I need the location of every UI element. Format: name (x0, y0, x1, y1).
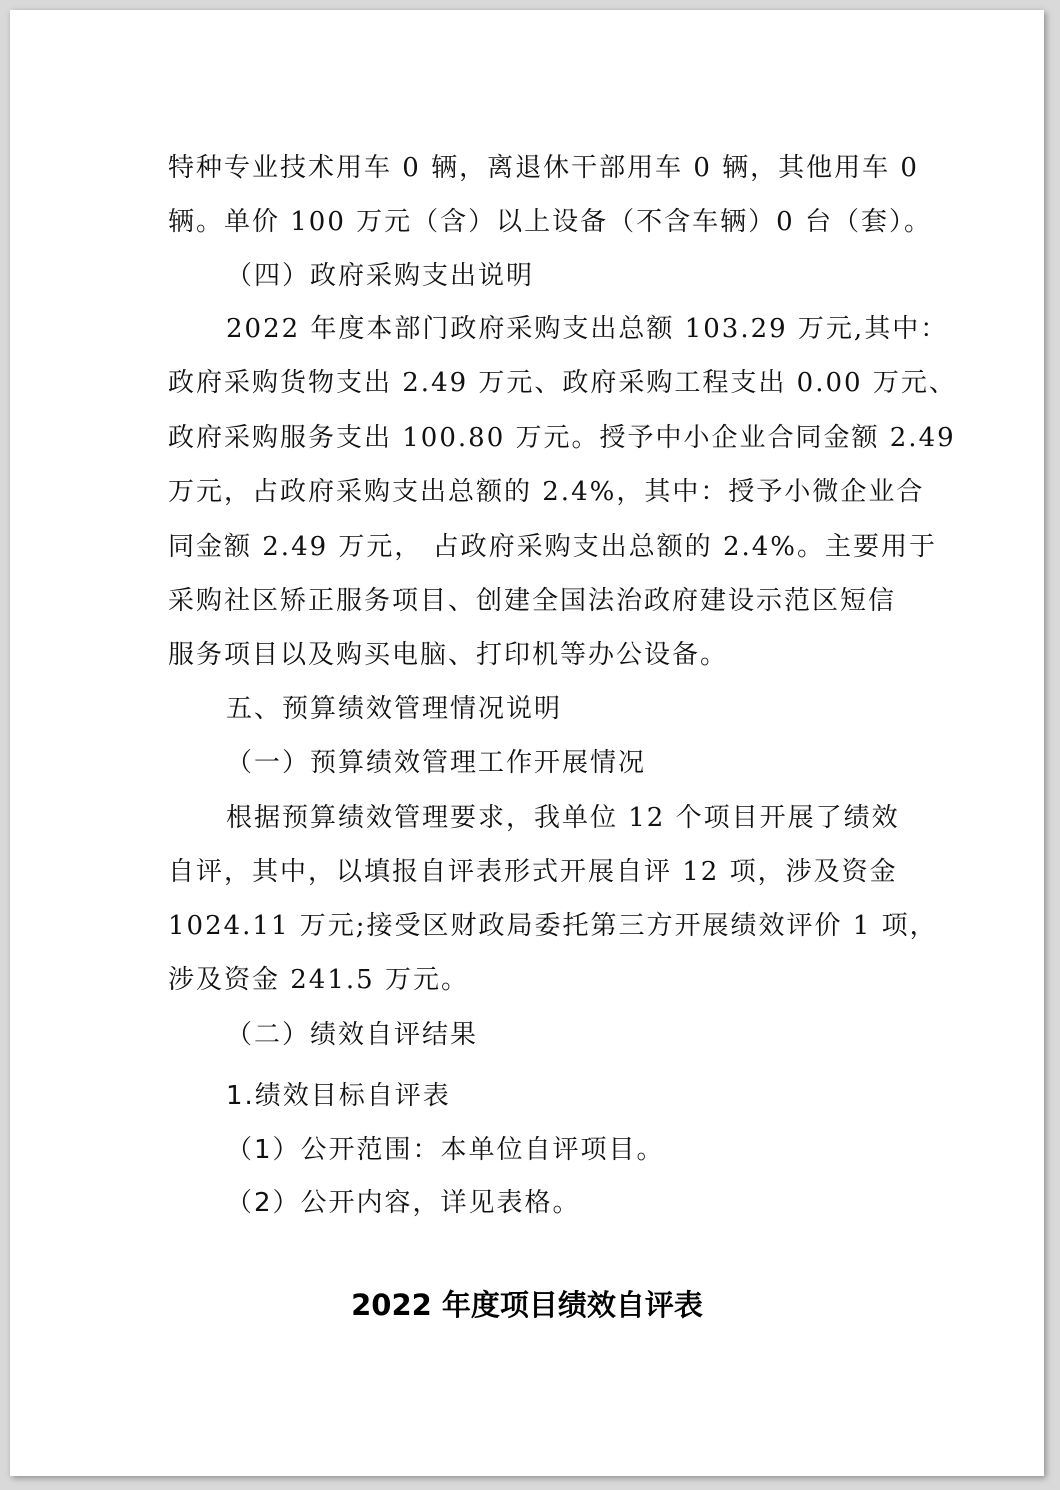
text-line: 同金额 2.49 万元， 占政府采购支出总额的 2.4%。主要用于 (168, 532, 938, 562)
text-line: 政府采购服务支出 100.80 万元。授予中小企业合同金额 2.49 (168, 423, 956, 453)
text-line: 辆。单价 100 万元（含）以上设备（不含车辆）0 台（套）。 (168, 207, 932, 237)
text-line: 2022 年度本部门政府采购支出总额 103.29 万元,其中： (226, 314, 949, 344)
section-heading: 五、预算绩效管理情况说明 (226, 694, 563, 724)
text-line: 服务项目以及购买电脑、打印机等办公设备。 (168, 640, 729, 670)
list-item: （2）公开内容，详见表格。 (226, 1188, 581, 1218)
document-page (10, 10, 1044, 1476)
section-heading: （二）绩效自评结果 (226, 1020, 479, 1050)
text-line: 涉及资金 241.5 万元。 (168, 965, 469, 995)
text-line: 自评，其中，以填报自评表形式开展自评 12 项，涉及资金 (168, 857, 898, 887)
list-item: （1）公开范围：本单位自评项目。 (226, 1135, 665, 1165)
text-line: 特种专业技术用车 0 辆，离退休干部用车 0 辆，其他用车 0 (168, 153, 919, 183)
text-line: 万元，占政府采购支出总额的 2.4%，其中：授予小微企业合 (168, 477, 925, 507)
text-line: 采购社区矫正服务项目、创建全国法治政府建设示范区短信 (168, 586, 897, 616)
text-line: 1024.11 万元;接受区财政局委托第三方开展绩效评价 1 项， (168, 911, 938, 941)
section-heading: （一）预算绩效管理工作开展情况 (226, 748, 647, 778)
subsection-heading: 1.绩效目标自评表 (226, 1081, 451, 1111)
section-heading: （四）政府采购支出说明 (226, 261, 535, 291)
text-line: 政府采购货物支出 2.49 万元、政府采购工程支出 0.00 万元、 (168, 368, 957, 398)
table-title: 2022 年度项目绩效自评表 (351, 1288, 703, 1322)
text-line: 根据预算绩效管理要求，我单位 12 个项目开展了绩效 (226, 803, 900, 833)
